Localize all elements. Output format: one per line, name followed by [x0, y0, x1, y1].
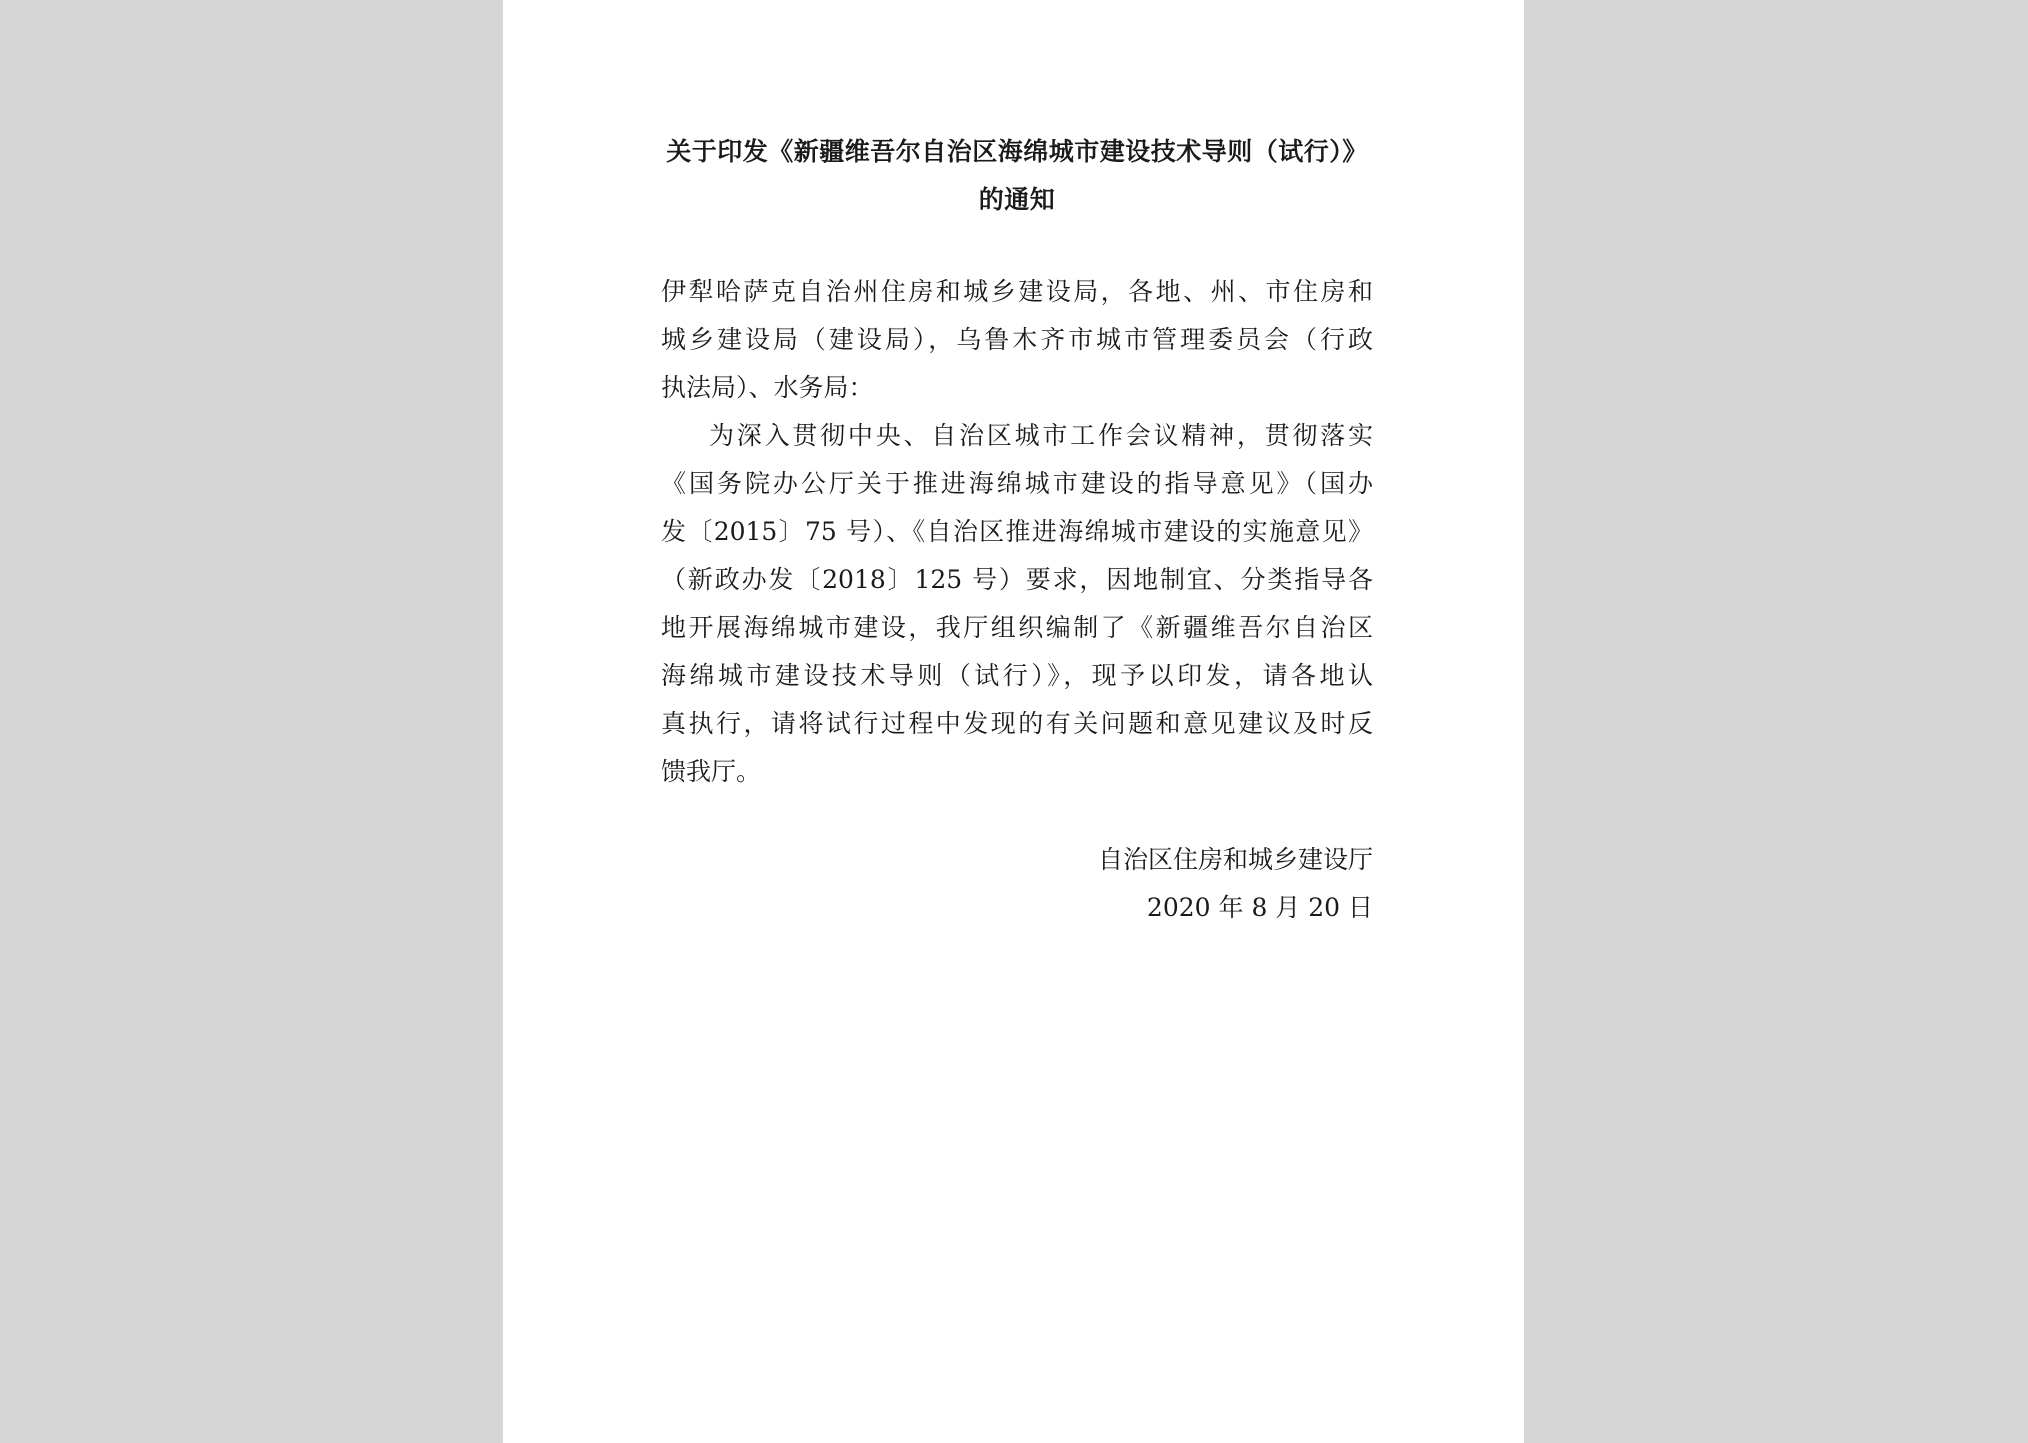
document-page	[503, 0, 1524, 1443]
body-line: 《国务院办公厅关于推进海绵城市建设的指导意见》（国办	[661, 469, 1373, 498]
body-line: 海绵城市建设技术导则（试行）》，现予以印发，请各地认	[661, 661, 1373, 690]
document-title	[661, 128, 1373, 224]
title-line-1: 关于印发《新疆维吾尔自治区海绵城市建设技术导则（试行）》	[666, 137, 1368, 166]
body-line: 真执行，请将试行过程中发现的有关问题和意见建议及时反	[661, 709, 1373, 738]
addressee-block	[661, 268, 1373, 412]
body-line: 馈我厅。	[661, 757, 762, 786]
addressee-line: 伊犁哈萨克自治州住房和城乡建设局，各地、州、市住房和	[661, 277, 1373, 306]
issue-date: 2020 年 8 月 20 日	[1146, 893, 1373, 922]
addressee-line: 执法局）、水务局：	[661, 373, 874, 402]
body-line: 地开展海绵城市建设，我厅组织编制了《新疆维吾尔自治区	[661, 613, 1373, 642]
body-line: 发〔2015〕75 号）、《自治区推进海绵城市建设的实施意见》	[661, 517, 1373, 546]
issuer-name: 自治区住房和城乡建设厅	[1097, 845, 1373, 874]
signature-block	[661, 836, 1373, 932]
addressee-line: 城乡建设局（建设局），乌鲁木齐市城市管理委员会（行政	[661, 325, 1373, 354]
body-line: 为深入贯彻中央、自治区城市工作会议精神，贯彻落实	[709, 421, 1373, 450]
body-line: （新政办发〔2018〕125 号）要求，因地制宜、分类指导各	[661, 565, 1373, 594]
page-content	[661, 128, 1373, 932]
title-line-2: 的通知	[978, 185, 1056, 214]
body-paragraph	[661, 412, 1373, 796]
